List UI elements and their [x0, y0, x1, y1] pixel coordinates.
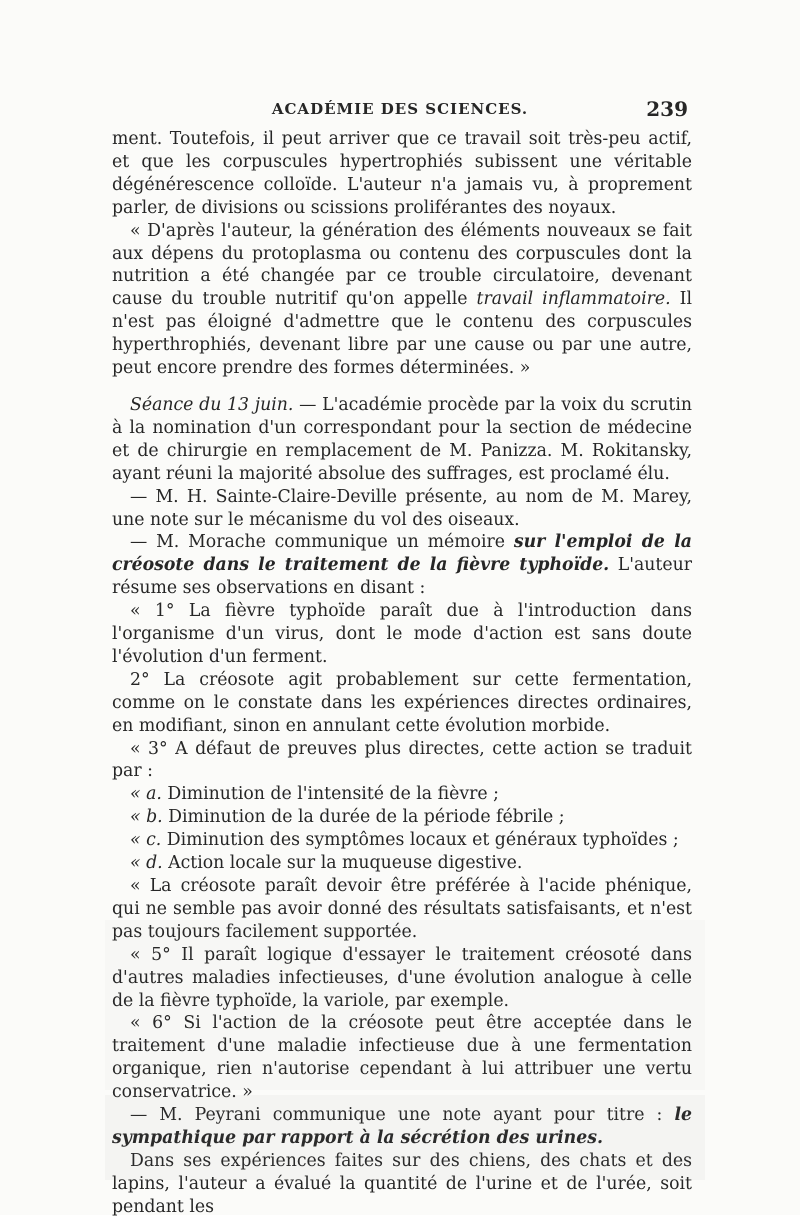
conclusion-5 [112, 944, 692, 1013]
list-label: « a. [130, 784, 162, 805]
emphasis-text: travail inflammatoire. [476, 289, 671, 310]
list-label: « b. [130, 807, 163, 828]
paragraph-seance [112, 394, 692, 486]
running-head-title: ACADÉMIE DES SCIENCES. [271, 100, 529, 118]
list-label: « d. [130, 853, 163, 874]
paragraph-text: — L'académie procède par la voix du scrutin à la nomination d'un correspondant pour la section de médecine et de chirurgie en remplacement de M. Panizza. M. Rokitansky, ayant réuni la majorité absolue des suffrages, est proclamé élu. [112, 394, 692, 484]
paragraph-sainte-claire-deville [112, 486, 692, 532]
paragraph-text: « 1° La fièvre typhoïde paraît due à l'introduction dans l'organisme d'un virus, dont le mode d'action est sans doute l'évolution d'un ferment. [112, 601, 692, 667]
paragraph-text: « 6° Si l'action de la créosote peut être acceptée dans le traitement d'une maladie infectieuse due à une fermentation organique, rien n'autorise cependant à lui attribuer une vertu conservatrice. » [112, 1013, 692, 1103]
paragraph-quote-generation [112, 220, 692, 380]
conclusion-creosote-phenique [112, 875, 692, 944]
paragraph-continuation [112, 128, 692, 220]
paragraph-text: « 3° A défaut de preuves plus directes, cette action se traduit par : [112, 738, 692, 782]
list-item-d [112, 852, 692, 875]
list-item-c [112, 829, 692, 852]
paragraph-text: « D'après l'auteur, la génération des éléments nouveaux se fait aux dépens du protoplasma ou contenu des corpuscules dont la nutrition a été changée par ce trouble circulatoire, devenant cause du trouble nutritif qu'on appelle [112, 220, 692, 310]
list-text: Diminution des symptômes locaux et généraux typhoïdes ; [161, 830, 679, 851]
page-body [112, 128, 692, 1217]
list-text: Action locale sur la muqueuse digestive. [162, 853, 523, 874]
paragraph-text: ment. Toutefois, il peut arriver que ce travail soit très-peu actif, et que les corpuscules hypertrophiés subissent une véritable dégénérescence colloïde. L'auteur n'a jamais vu, à proprement parler, de divisions ou scissions proliférantes des noyaux. [112, 129, 692, 218]
conclusion-3 [112, 738, 692, 784]
page-number: 239 [646, 97, 688, 121]
paragraph-text: L'auteur résume ses observations en disant : [112, 555, 692, 599]
paragraph-text: — M. H. Sainte-Claire-Deville présente, au nom de M. Marey, une note sur le mécanisme du vol des oiseaux. [112, 486, 692, 530]
paragraph-experiences [112, 1150, 692, 1219]
list-text: Diminution de l'intensité de la fièvre ; [161, 784, 499, 805]
paragraph-text: 2° La créosote agit probablement sur cette fermentation, comme on le constate dans les expériences directes ordinaires, en modifiant, sinon en annulant cette évolution morbide. [112, 669, 692, 736]
paragraph-text: Il n'est pas éloigné d'admettre que le contenu des corpuscules hyperthrophiés, devenant libre par une cause ou par une autre, peut encore prendre des formes déterminées. » [112, 289, 692, 379]
conclusion-2 [112, 669, 692, 738]
paragraph-morache [112, 531, 692, 600]
paragraph-text: « 5° Il paraît logique d'essayer le traitement créosoté dans d'autres maladies infectieuses, d'une évolution analogue à celle de la fièvre typhoïde, la variole, par exemple. [112, 944, 692, 1011]
memoir-title: sur l'emploi de la créosote dans le traitement de la fièvre typhoïde. [112, 532, 692, 576]
note-title: le sympathique par rapport à la sécrétion des urines. [112, 1105, 692, 1148]
conclusion-1 [112, 600, 692, 669]
list-item-a [112, 783, 692, 806]
list-label: « c. [130, 830, 162, 851]
session-heading: Séance du 13 juin. [130, 394, 294, 415]
list-item-b [112, 806, 692, 829]
conclusion-6 [112, 1012, 692, 1104]
paragraph-peyrani [112, 1104, 692, 1150]
list-text: Diminution de la durée de la période fébrile ; [162, 807, 565, 828]
running-head [112, 97, 688, 126]
paragraph-text: Dans ses expériences faites sur des chiens, des chats et des lapins, l'auteur a évalué la quantité de l'urine et de l'urée, soit pendant les [112, 1150, 692, 1217]
paragraph-text: « La créosote paraît devoir être préférée à l'acide phénique, qui ne semble pas avoir donné des résultats satisfaisants, et n'est pas toujours facilement supportée. [112, 876, 692, 942]
paragraph-text: — M. Morache communique un mémoire [130, 532, 514, 553]
paragraph-text: — M. Peyrani communique une note ayant pour titre : [130, 1105, 675, 1126]
